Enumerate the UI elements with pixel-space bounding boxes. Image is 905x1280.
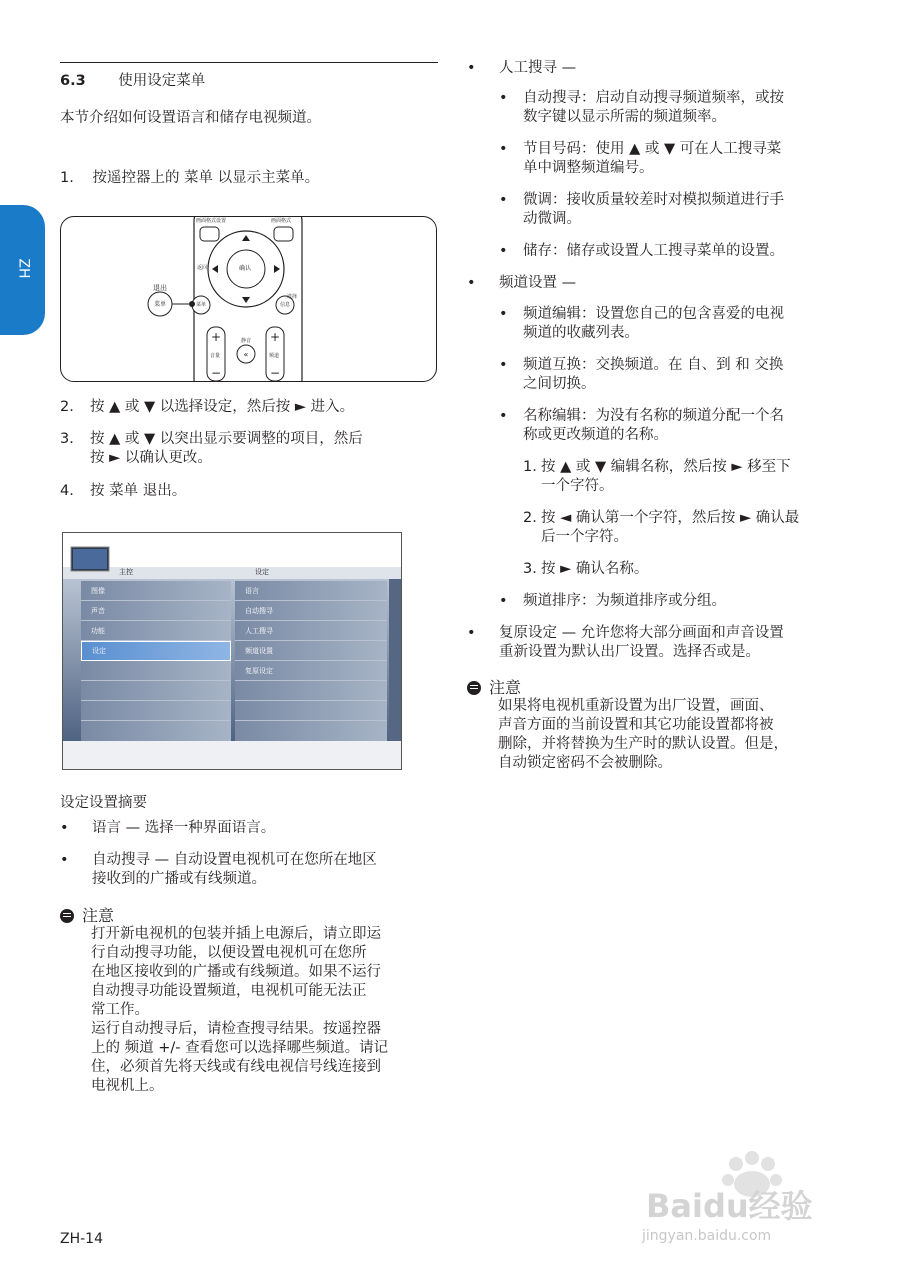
note-line: 行自动搜寻功能，以便设置电视机可在您所 [91, 945, 367, 961]
note-line: 自动锁定密码不会被删除。 [498, 755, 672, 771]
summary-text: 语言 — 选择一种界面语言。 [92, 820, 276, 836]
format-setup-button [200, 227, 219, 241]
language-side-tab [0, 205, 45, 335]
sub-step-text-cont: 后一个字符。 [541, 529, 628, 545]
manual-search-section [467, 59, 577, 78]
return-label: 返回 [197, 265, 208, 271]
note-line: 打开新电视机的包装并插上电源后，请立即运 [91, 926, 381, 942]
tv-menu-screenshot [62, 532, 402, 770]
tv-left-list [81, 581, 231, 741]
svg-text:«: « [243, 350, 249, 359]
bullet-icon: • [60, 852, 69, 868]
reset-text: 复原设定 — 允许您将大部分画面和声音设置 [499, 625, 784, 641]
menu-callout-label: 菜单 [154, 301, 167, 308]
step-1 [60, 169, 319, 188]
name-edit-step-2 [523, 509, 800, 545]
tv-right-item: 频道设置 [235, 641, 387, 661]
manual-item-text-cont: 单中调整频道编号。 [523, 160, 654, 176]
summary-text-cont: 接收到的广播或有线频道。 [92, 871, 266, 887]
section-number: 6.3 [60, 73, 86, 89]
step-3 [60, 430, 440, 466]
step-text: 按 ▲ 或 ▼ 以选择设定，然后按 ► 进入。 [90, 399, 355, 415]
note-line: 运行自动搜寻后，请检查搜寻结果。按遥控器 [91, 1021, 381, 1037]
manual-item-2: • 节目号码：使用 ▲ 或 ▼ 可在人工搜寻菜 单中调整频道编号。 [499, 141, 782, 176]
sub-step-number: 2. [523, 510, 537, 526]
sub-step-number: 3. [523, 561, 537, 577]
tv-left-header: 主控 [119, 568, 133, 576]
sub-step-number: 1. [523, 459, 537, 475]
summary-item-language [60, 819, 276, 838]
note-left [60, 906, 388, 1096]
manual-item-text: 节目号码：使用 ▲ 或 ▼ 可在人工搜寻菜 [523, 141, 782, 157]
channel-item-text: 名称编辑：为没有名称的频道分配一个名 [523, 408, 784, 424]
select-label: 选择 [287, 294, 298, 300]
baidu-watermark [640, 1150, 880, 1250]
channel-item-3: • 名称编辑：为没有名称的频道分配一个名 称或更改频道的名称。 [499, 408, 784, 443]
svg-text:−: − [210, 366, 222, 380]
sub-step-text-cont: 一个字符。 [541, 478, 614, 494]
remote-illustration [60, 216, 437, 382]
note-icon [467, 681, 481, 695]
menu-small-label: 菜单 [196, 302, 207, 308]
intro-text: 本节介绍如何设置语言和储存电视频道。 [60, 110, 321, 126]
step-2 [60, 398, 355, 417]
bullet-icon: • [467, 60, 476, 76]
tv-right-list [235, 581, 387, 741]
step-number: 2. [60, 399, 74, 415]
ok-label: 确认 [239, 265, 252, 272]
manual-item-text-cont: 数字键以显示所需的频道频率。 [523, 109, 726, 125]
channel-item-text-cont: 之间切换。 [523, 376, 596, 392]
tv-left-item: 声音 [81, 601, 231, 621]
section-heading [60, 72, 205, 91]
step-4 [60, 482, 187, 501]
channel-label: 频道 [269, 353, 280, 359]
step-number: 1. [60, 170, 74, 186]
channel-item-text-cont: 称或更改频道的名称。 [523, 427, 668, 443]
section-title: 使用设定菜单 [118, 73, 206, 89]
note-line: 如果将电视机重新设置为出厂设置，画面、 [498, 698, 774, 714]
watermark-brand: Baidu经验 [646, 1187, 813, 1225]
channel-item-text: 频道排序：为频道排序或分组。 [523, 593, 726, 609]
channel-item-text: 频道编辑：设置您自己的包含喜爱的电视 [523, 306, 784, 322]
summary-item-autosearch [60, 851, 377, 887]
sub-step-text: 按 ◄ 确认第一个字符，然后按 ► 确认最 [541, 510, 800, 526]
channel-item-text: 频道互换：交换频道。在 自、到 和 交换 [523, 357, 784, 373]
svg-text:+: + [210, 330, 222, 344]
tv-right-item: 人工搜寻 [235, 621, 387, 641]
bullet-icon: • [467, 625, 476, 641]
remote-svg [61, 217, 437, 382]
channel-item-1: • 频道编辑：设置您自己的包含喜爱的电视 频道的收藏列表。 [499, 306, 784, 341]
reset-text-cont: 重新设置为默认出厂设置。选择否或是。 [499, 644, 760, 660]
tv-right-item: 复原设定 [235, 661, 387, 681]
format-label: 画面格式 [271, 218, 292, 224]
page-number: ZH-14 [60, 1231, 103, 1247]
tv-right-item: 自动搜寻 [235, 601, 387, 621]
tv-right-item: 语言 [235, 581, 387, 601]
channel-setup-title: 频道设置 — [499, 275, 577, 291]
side-tab-label: ZH [15, 258, 32, 279]
step-text: 按 ▲ 或 ▼ 以突出显示要调整的项目，然后 [90, 431, 363, 447]
svg-text:−: − [269, 366, 281, 380]
manual-item-text: 自动搜寻：启动自动搜寻频道频率，或按 [523, 90, 784, 106]
note-title: 注意 [489, 678, 522, 697]
bullet-icon: • [60, 820, 69, 836]
format-button [274, 227, 293, 241]
tv-left-item: 图像 [81, 581, 231, 601]
manual-item-text: 储存：储存或设置人工搜寻菜单的设置。 [523, 243, 784, 259]
channel-item-4: • 频道排序：为频道排序或分组。 [499, 593, 726, 609]
mute-label: 静音 [241, 338, 252, 344]
note-line: 声音方面的当前设置和其它功能设置都将被 [498, 717, 774, 733]
note-line: 电视机上。 [91, 1078, 164, 1094]
bullet-icon: • [467, 275, 476, 291]
note-line: 自动搜寻功能设置频道，电视机可能无法正 [91, 983, 367, 999]
format-setup-label: 画面格式设置 [196, 218, 227, 224]
note-right [467, 678, 788, 773]
manual-search-title: 人工搜寻 — [499, 60, 577, 76]
name-edit-step-3 [523, 560, 649, 579]
section-rule [60, 62, 438, 63]
step-text: 按遥控器上的 菜单 以显示主菜单。 [92, 170, 320, 186]
channel-setup-section [467, 274, 577, 293]
channel-item-2: • 频道互换：交换频道。在 自、到 和 交换 之间切换。 [499, 357, 784, 392]
volume-label: 音量 [210, 353, 221, 359]
step-number: 3. [60, 431, 74, 447]
manual-item-text: 微调：接收质量较差时对模拟频道进行手 [523, 192, 784, 208]
manual-item-1: • 自动搜寻：启动自动搜寻频道频率，或按 数字键以显示所需的频道频率。 [499, 90, 784, 125]
manual-item-3: • 微调：接收质量较差时对模拟频道进行手 动微调。 [499, 192, 784, 227]
manual-item-text-cont: 动微调。 [523, 211, 581, 227]
channel-item-text-cont: 频道的收藏列表。 [523, 325, 639, 341]
note-line: 在地区接收到的广播或有线频道。如果不运行 [91, 964, 381, 980]
sub-step-text: 按 ► 确认名称。 [541, 561, 649, 577]
step-number: 4. [60, 483, 74, 499]
note-line: 上的 频道 +/- 查看您可以选择哪些频道。请记 [91, 1040, 389, 1056]
step-text-cont: 按 ► 以确认更改。 [90, 450, 212, 466]
reset-section [467, 624, 784, 660]
note-title: 注意 [82, 906, 115, 925]
note-line: 常工作。 [91, 1002, 149, 1018]
summary-title: 设定设置摘要 [60, 795, 147, 811]
tv-left-item: 功能 [81, 621, 231, 641]
manual-item-4: • 储存：储存或设置人工搜寻菜单的设置。 [499, 243, 784, 259]
tv-right-header: 设定 [255, 568, 269, 576]
svg-text:+: + [269, 330, 281, 344]
step-text: 按 菜单 退出。 [90, 483, 187, 499]
name-edit-step-1 [523, 458, 791, 494]
exit-label: 退出 [153, 284, 167, 292]
note-line: 住，必须首先将天线或有线电视信号线连接到 [91, 1059, 381, 1075]
sub-step-text: 按 ▲ 或 ▼ 编辑名称，然后按 ► 移至下 [541, 459, 791, 475]
summary-text: 自动搜寻 — 自动设置电视机可在您所在地区 [92, 852, 377, 868]
watermark-url: jingyan.baidu.com [642, 1228, 772, 1244]
info-label: 信息 [280, 302, 291, 308]
note-icon [60, 909, 74, 923]
note-line: 删除，并将替换为生产时的默认设置。但是， [498, 736, 788, 752]
tv-left-item-selected: 设定 [81, 641, 231, 661]
